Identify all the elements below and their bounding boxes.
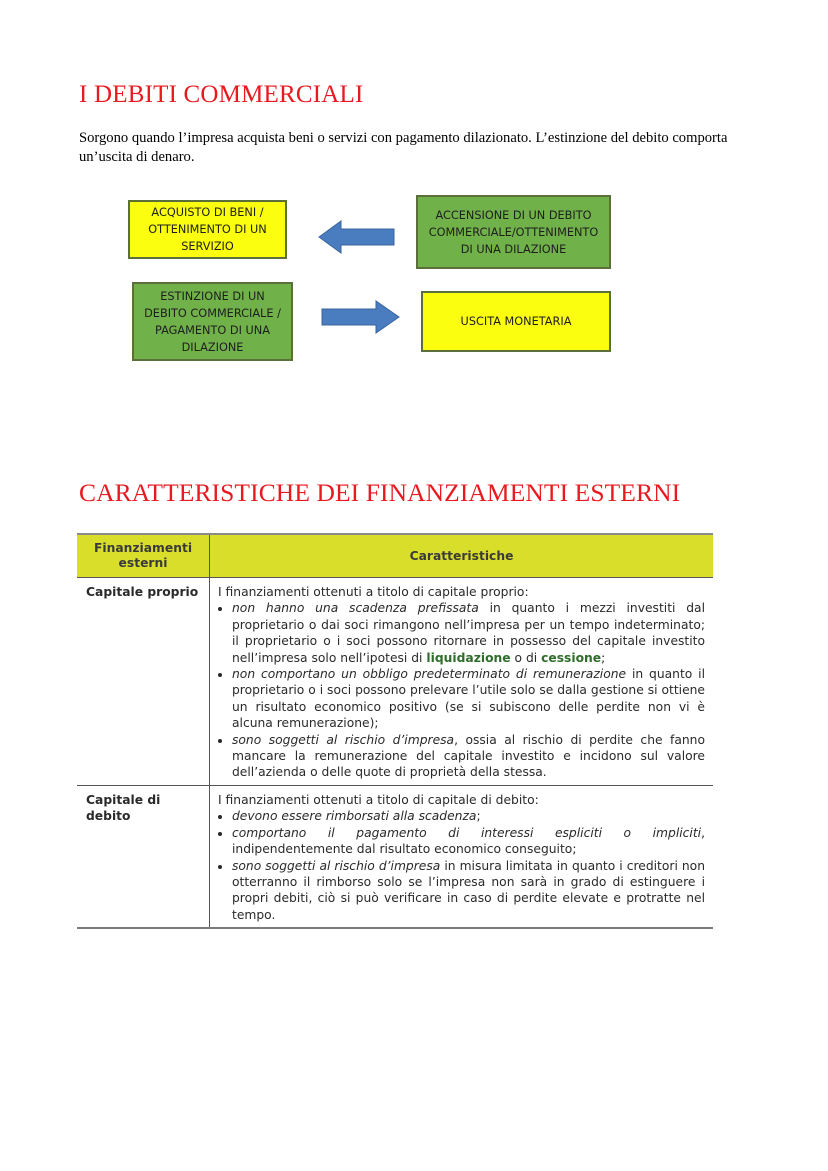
box-uscita-monetaria: USCITA MONETARIA	[421, 291, 611, 352]
keyword-liquidazione: liquidazione	[426, 650, 511, 665]
list-item	[232, 600, 705, 666]
bullet-list	[218, 808, 705, 923]
item-text: ;	[601, 650, 606, 665]
box-accensione-debito: ACCENSIONE DI UN DEBITO COMMERCIALE/OTTENIMENTO DI UNA DILAZIONE	[416, 195, 611, 269]
list-item	[232, 858, 705, 924]
row-intro: I finanziamenti ottenuti a titolo di capitale di debito:	[218, 792, 539, 807]
table-header-row	[77, 534, 713, 578]
italic-term: devono essere rimborsati alla scadenza	[232, 809, 477, 824]
section-title-debiti-commerciali: I DEBITI COMMERCIALI	[79, 81, 364, 108]
table-row	[77, 785, 713, 928]
italic-term: sono soggetti al rischio d’impresa	[232, 732, 455, 747]
header-finanziamenti-esterni: Finanziamenti esterni	[77, 534, 210, 578]
section-title-finanziamenti-esterni: CARATTERISTICHE DEI FINANZIAMENTI ESTERNI	[79, 478, 681, 507]
row-label-capitale-di-debito: Capitale di debito	[77, 785, 210, 928]
header-caratteristiche: Caratteristiche	[210, 534, 714, 578]
row-description-capitale-di-debito	[210, 785, 714, 928]
arrow-left-icon	[318, 219, 396, 255]
row-description-capitale-proprio	[210, 578, 714, 786]
item-text: in quanto i mezzi investiti dal proprietario o dai soci rimangono nell’impresa per un tempo indeterminato; il proprietario o i soci possono ritornare in possesso del capitale investito nell’impresa solo nell’ipotesi di	[232, 601, 705, 665]
bullet-list	[218, 600, 705, 780]
list-item	[232, 666, 705, 732]
table-row	[77, 578, 713, 786]
row-label-capitale-proprio: Capitale proprio	[77, 578, 210, 786]
italic-term: non comportano un obbligo predeterminato di remunerazione	[232, 667, 627, 682]
list-item	[232, 825, 705, 858]
item-text: , indipendentemente dal risultato economico conseguito;	[232, 825, 705, 857]
list-item	[232, 732, 705, 781]
row-intro: I finanziamenti ottenuti a titolo di capitale proprio:	[218, 585, 529, 599]
italic-term: comportano il pagamento di interessi espliciti o impliciti	[232, 825, 702, 840]
list-item	[232, 808, 705, 824]
item-text: o di	[510, 650, 542, 665]
intro-paragraph: Sorgono quando l’impresa acquista beni o servizi con pagamento dilazionato. L’estinzione del debito comporta un’uscita di denaro.	[79, 130, 728, 165]
keyword-cessione: cessione	[541, 650, 602, 665]
arrow-right-icon	[321, 299, 401, 335]
item-text: in quanto il proprietario o i soci possono prelevare l’utile solo se dalla gestione si ottiene un risultato economico positivo (se si subiscono delle perdite non vi è alcuna remunerazione);	[232, 667, 706, 731]
item-text: in misura limitata in quanto i creditori non otterranno il rimborso solo se l’impresa non sarà in grado di estinguere i propri debiti, ciò si può verificare in caso di perdite elevate e protratte nel tempo.	[232, 858, 705, 922]
italic-term: non hanno una scadenza prefissata	[232, 601, 479, 616]
italic-term: sono soggetti al rischio d’impresa	[232, 858, 441, 873]
item-text: , ossia al rischio di perdite che fanno mancare la remunerazione del capitale investito e incidono sul valore dell’azienda o delle quote di proprietà della stessa.	[232, 732, 705, 780]
financing-table	[77, 533, 713, 929]
box-estinzione-debito: ESTINZIONE DI UN DEBITO COMMERCIALE / PAGAMENTO DI UNA DILAZIONE	[132, 282, 293, 361]
box-acquisto-beni: ACQUISTO DI BENI / OTTENIMENTO DI UN SERVIZIO	[128, 200, 287, 259]
item-text: ;	[476, 809, 481, 824]
